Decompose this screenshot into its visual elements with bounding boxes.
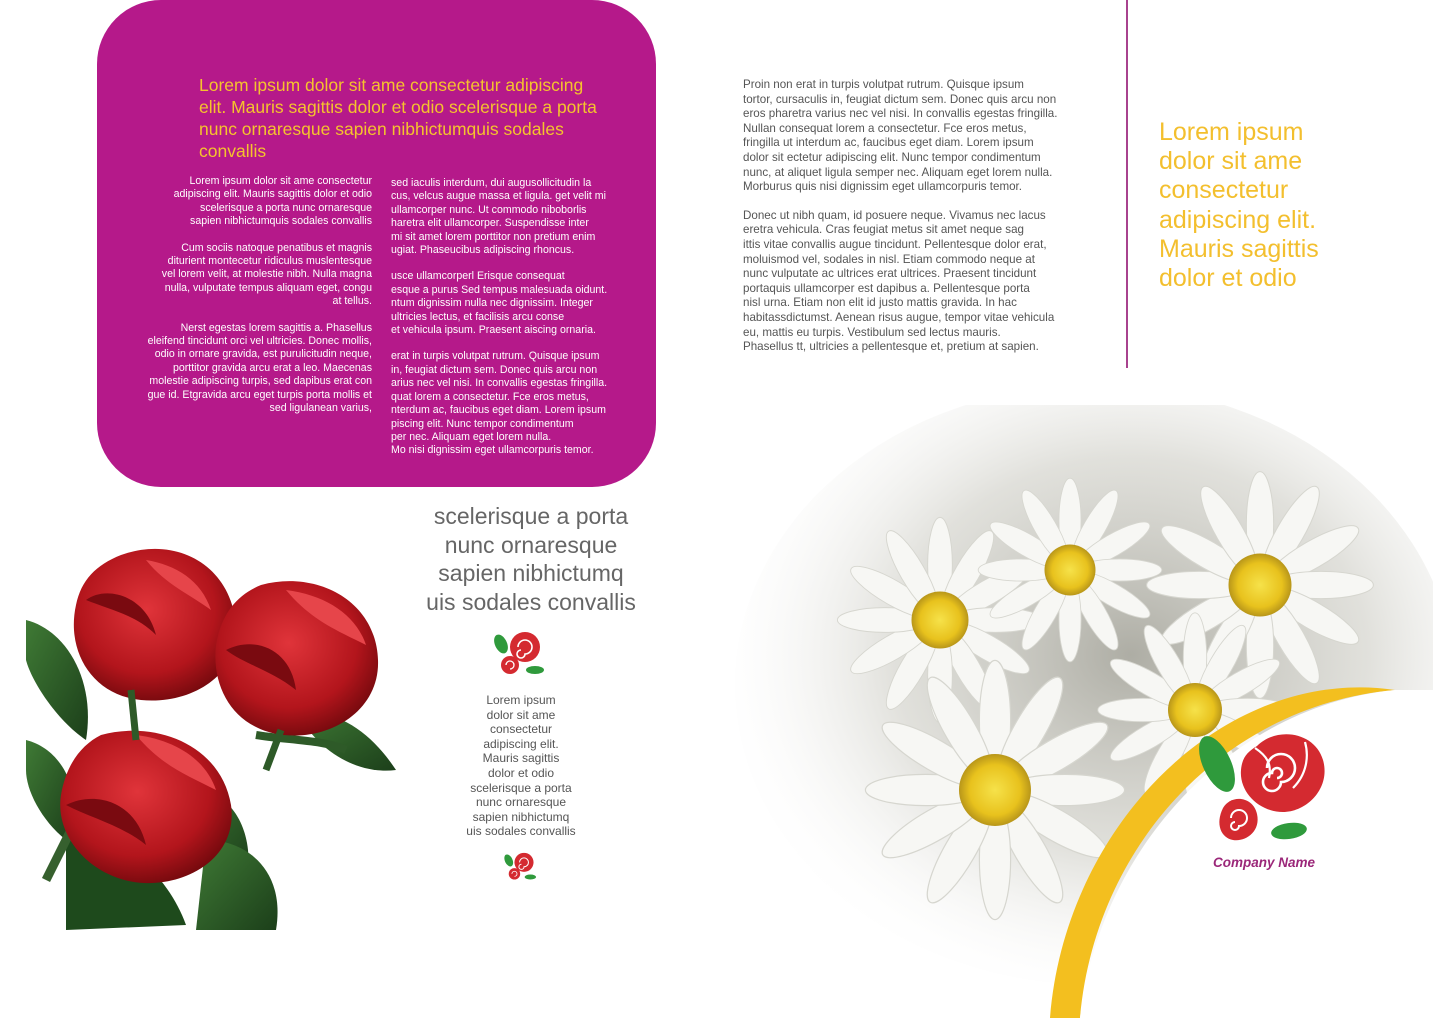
right-paragraph: Proin non erat in turpis volutpat rutrum. Quisque ipsum tortor, cursaculis in, feugiat dictum sem. Donec quis arcu non eros pharetra varius nec vel nisi. In convallis egestas fringilla. Nullan consequat lorem a consectetur. Fce eros metus, fringilla ut interdum ac, faucibus eget diam. Lorem ipsum dolor sit ectetur adipiscing elit. Nunc tempor condimentum nunc, at aliquet ligula semper nec. Aliquam eget lorem nulla. Morburus quis nisi dignissim eget ullamcorpuris temor. <box>743 78 1058 194</box>
panel-left-column <box>114 175 372 429</box>
rose-logo-small-icon <box>492 630 547 677</box>
panel-right-paragraph: erat in turpis volutpat rutrum. Quisque ipsum in, feugiat dictum sem. Donec quis arcu non arius nec vel nisi. In convallis egestas fringilla. quat lorem a consectetur. Fce eros metus, nterdum ac, faucibus eget diam. Lorem ipsum piscing elit. Nunc tempor condimentum per nec. Aliquam eget lorem nulla. Mo nisi dignissim eget ullamcorpuris temor. <box>391 350 608 457</box>
right-body-text <box>743 78 1103 368</box>
side-heading: Lorem ipsum dolor sit ame consectetur adipiscing elit. Mauris sagittis dolor et odio <box>1159 118 1319 293</box>
right-paragraph: Donec ut nibh quam, id posuere neque. Vivamus nec lacus eretra vehicula. Cras feugiat metus sit amet neque sag ittis vitae convallis augue tincidunt. Pellentesque dolor erat, moluismod vel, sodales in nisl. Etiam commodo neque at nunc vulputate ac ultrices erat ultrices. Praesent tincidunt portaquis ullamcorper est dapibus a. Pellentesque porta nisl urna. Etiam non elit id justo mattis gravida. In hac habitassdictumst. Aenean risus augue, tempor vitae vehicula eu, mattis eu turpis. Vestibulum sed lectus mauris. Phasellus tt, ultricies a pellentesque et, pretium at sapien. <box>743 208 1055 354</box>
rose-logo-small-icon <box>503 850 538 883</box>
panel-heading: Lorem ipsum dolor sit ame consectetur adipiscing elit. Mauris sagittis dolor et odio scelerisque a porta nunc ornaresque sapien nibhictumquis sodales convallis <box>199 75 597 161</box>
white-flowers-photo <box>705 405 1433 1018</box>
vertical-divider <box>1126 0 1128 368</box>
panel-right-column <box>391 177 641 471</box>
panel-left-paragraph: Nerst egestas lorem sagittis a. Phasellus eleifend tincidunt orci vel ultricies. Donec mollis, odio in ornare gravida, est purulicitudin neque, porttitor gravida arcu erat a leo. Maecenas molestie adipiscing turpis, sed dapibus erat con gue id. Etgravida arcu eget turpis porta mollis et sed ligulanean varius, <box>147 321 372 415</box>
center-tagline: scelerisque a porta nunc ornaresque sapien nibhictumq uis sodales convallis <box>426 503 636 615</box>
company-name: Company Name <box>1212 855 1316 870</box>
panel-right-paragraph: usce ullamcorperl Erisque consequat esque a purus Sed tempus malesuada oidunt. ntum dignissim nulla nec dignissim. Integer ultricies lectus, et facilisis arcu conse et vehicula ipsum. Praesent aiscing ornaria. <box>391 270 608 337</box>
center-small-text: Lorem ipsum dolor sit ame consectetur adipiscing elit. Mauris sagittis dolor et odio scelerisque a porta nunc ornaresque sapien nibhictumq uis sodales convallis <box>466 693 576 839</box>
red-roses-photo <box>26 540 406 930</box>
panel-right-paragraph: sed iaculis interdum, dui augusollicitudin la cus, velcus augue massa et ligula. get velit mi ullamcorper nunc. Ut commodo niboborlis haretra elit ullamcorper. Suspendisse inter mi sit amet lorem porttitor non pretium enim ugiat. Phaseucibus adipiscing rhoncus. <box>391 177 606 257</box>
rose-logo-icon <box>1197 728 1329 844</box>
panel-left-paragraph: Cum sociis natoque penatibus et magnis diturient montecetur ridiculus muslentesque vel lorem velit, at molestie nibh. Nulla magna nulla, vulputate tempus aliquam eget, congu at tellus. <box>161 241 372 308</box>
panel-left-paragraph: Lorem ipsum dolor sit ame consectetur adipiscing elit. Mauris sagittis dolor et odio scelerisque a porta nunc ornaresque sapien nibhictumquis sodales convallis <box>173 175 372 228</box>
